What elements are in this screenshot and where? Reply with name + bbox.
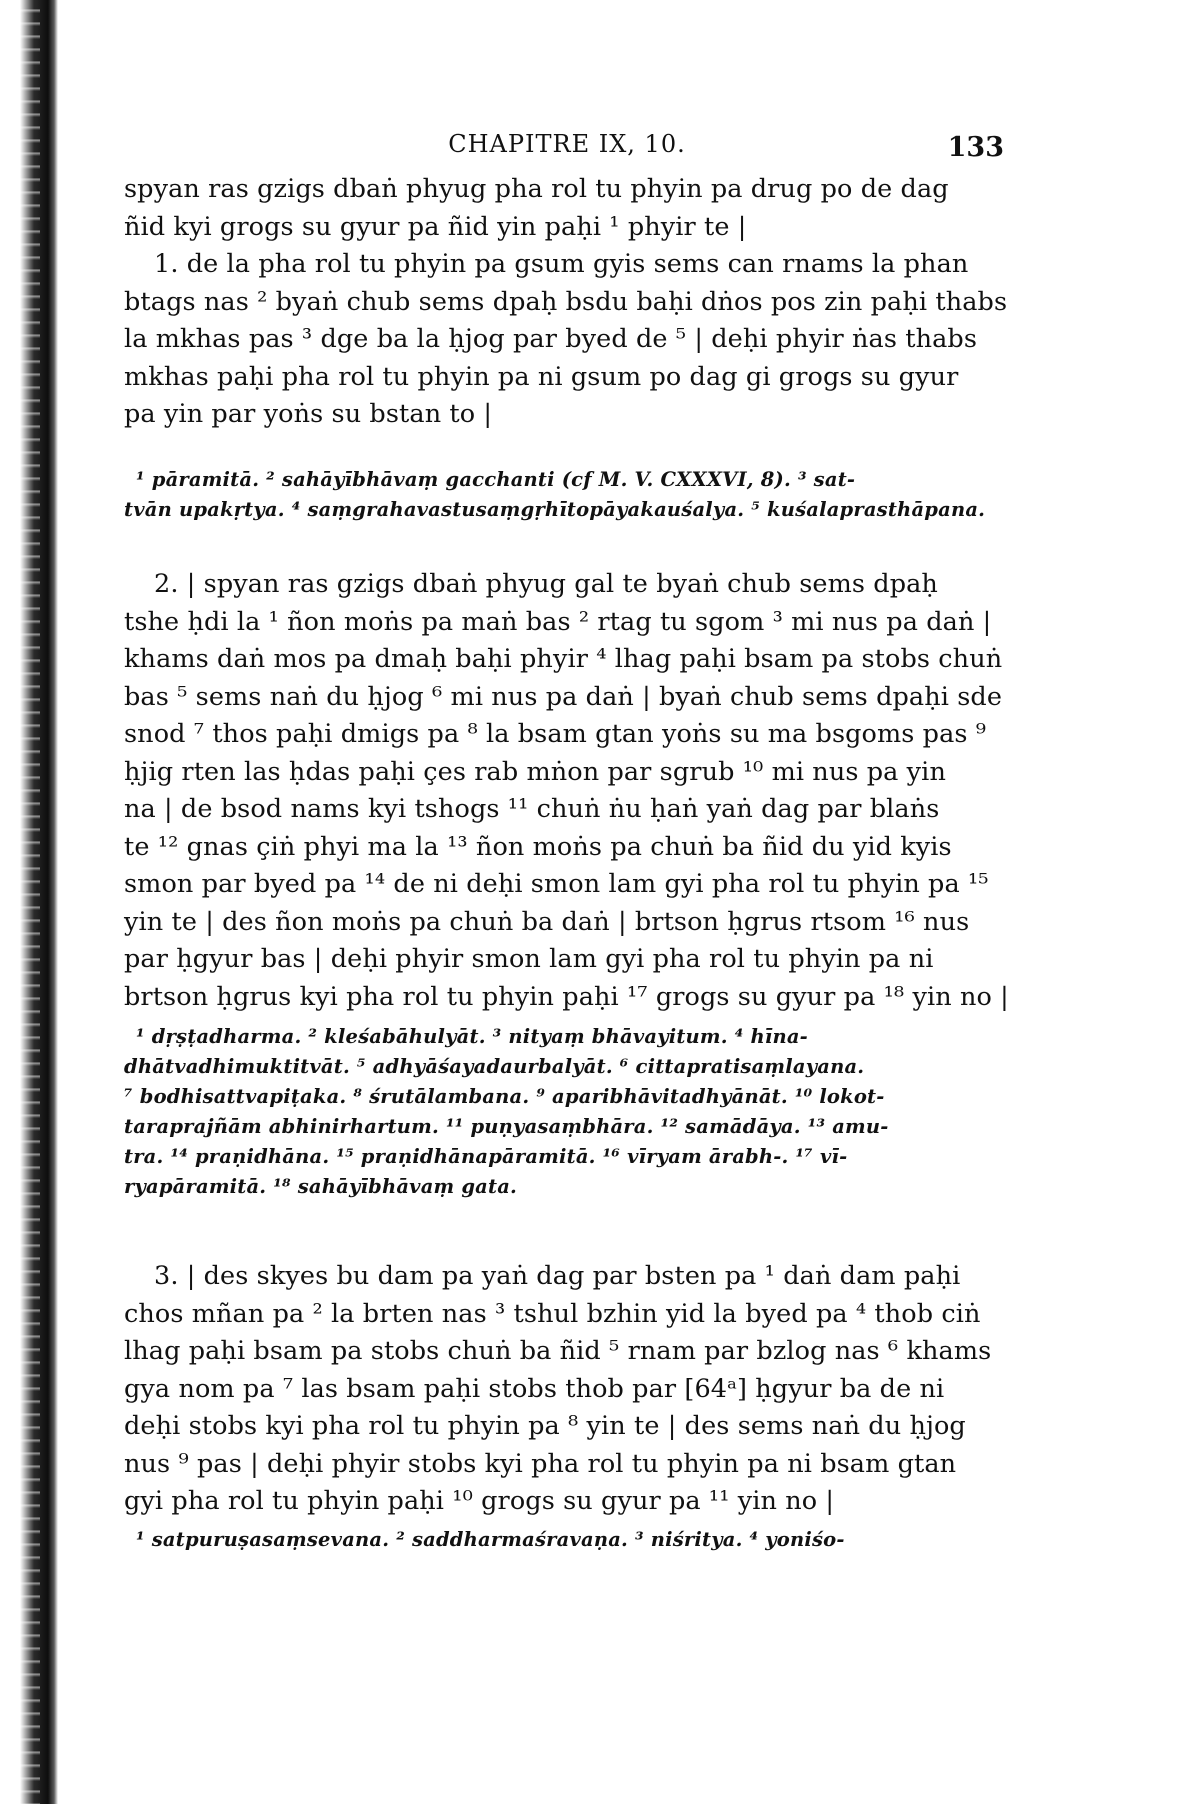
text-line: chos mñan pa ² la brten nas ³ tshul bzhin yid la byed pa ⁴ thob ciṅ (124, 1298, 981, 1329)
footnote-line: taraprajñām abhinirhartum. ¹¹ puṇyasaṃbhāra. ¹² samādāya. ¹³ amu- (124, 1115, 889, 1138)
text-line: snod ⁷ thos paḥi dmigs pa ⁸ la bsam gtan yoṅs su ma bsgoms pas ⁹ (124, 719, 987, 749)
text-line: mkhas paḥi pha rol tu phyin pa ni gsum po dag gi grogs su gyur (124, 361, 959, 392)
text-line: smon par byed pa ¹⁴ de ni deḥi smon lam gyi pha rol tu phyin pa ¹⁵ (124, 869, 989, 899)
text-line: ḥjig rten las ḥdas paḥi çes rab mṅon par sgrub ¹⁰ mi nus pa yin (124, 756, 946, 787)
text-line: gyi pha rol tu phyin paḥi ¹⁰ grogs su gyur pa ¹¹ yin no | (124, 1486, 835, 1516)
intro-and-paragraph-1 (124, 171, 1010, 434)
footnote-line: ¹ dṛṣṭadharma. ² kleśabāhulyāt. ³ nityaṃ bhāvayitum. ⁴ hīna- (136, 1025, 808, 1048)
running-head: CHAPITRE IX, 10. (448, 130, 686, 158)
text-line: deḥi stobs kyi pha rol tu phyin pa ⁸ yin te | des sems naṅ du ḥjog (124, 1411, 966, 1441)
scan-binding-edge (0, 0, 58, 1804)
text-line: 1. de la pha rol tu phyin pa gsum gyis sems can rnams la phan (154, 249, 969, 279)
footnotes-paragraph-1 (124, 465, 1010, 525)
paragraph-2 (124, 566, 1010, 1016)
text-line: brtson ḥgrus kyi pha rol tu phyin paḥi ¹⁷ grogs su gyur pa ¹⁸ yin no | (124, 981, 1009, 1012)
footnote-line: tvān upakṛtya. ⁴ saṃgrahavastusaṃgṛhītopāyakauśalya. ⁵ kuśalaprasthāpana. (124, 498, 986, 521)
footnote-line: ¹ pāramitā. ² sahāyībhāvaṃ gacchanti (cf M. V. CXXXVI, 8). ³ sat- (136, 468, 856, 491)
text-line: tshe ḥdi la ¹ ñon moṅs pa maṅ bas ² rtag tu sgom ³ mi nus pa daṅ | (124, 606, 992, 637)
text-line: pa yin par yoṅs su bstan to | (124, 399, 493, 429)
paragraph-3 (124, 1258, 1010, 1521)
text-line: lhag paḥi bsam pa stobs chuṅ ba ñid ⁵ rnam par bzlog nas ⁶ khams (124, 1336, 992, 1366)
text-line: 3. | des skyes bu dam pa yaṅ dag par bsten pa ¹ daṅ dam paḥi (154, 1261, 961, 1291)
footnotes-paragraph-2 (124, 1022, 1010, 1202)
text-line: yin te | des ñon moṅs pa chuṅ ba daṅ | brtson ḥgrus rtsom ¹⁶ nus (124, 906, 970, 937)
footnotes-paragraph-3 (124, 1525, 1010, 1555)
text-line: spyan ras gzigs dbaṅ phyug pha rol tu phyin pa drug po de dag (124, 174, 949, 204)
text-line: bas ⁵ sems naṅ du ḥjog ⁶ mi nus pa daṅ | byaṅ chub sems dpaḥi sde (124, 681, 1003, 712)
text-line: te ¹² gnas çiṅ phyi ma la ¹³ ñon moṅs pa chuṅ ba ñid du yid kyis (124, 831, 952, 862)
footnote-line: ryapāramitā. ¹⁸ sahāyībhāvaṃ gata. (124, 1175, 518, 1198)
footnote-line: dhātvadhimuktitvāt. ⁵ adhyāśayadaurbalyāt. ⁶ cittapratisaṃlayana. (124, 1055, 865, 1078)
text-line: na | de bsod nams kyi tshogs ¹¹ chuṅ ṅu ḥaṅ yaṅ dag par blaṅs (124, 794, 940, 824)
footnote-line: ¹ satpuruṣasaṃsevana. ² saddharmaśravaṇa. ³ niśritya. ⁴ yoniśo- (136, 1528, 845, 1551)
text-line: la mkhas pas ³ dge ba la ḥjog par byed de ⁵ | deḥi phyir ṅas thabs (124, 324, 978, 354)
text-line: 2. | spyan ras gzigs dbaṅ phyug gal te byaṅ chub sems dpaḥ (154, 569, 938, 599)
footnote-line: tra. ¹⁴ praṇidhāna. ¹⁵ praṇidhānapāramitā. ¹⁶ vīryam ārabh-. ¹⁷ vī- (124, 1145, 848, 1168)
footnote-line: ⁷ bodhisattvapiṭaka. ⁸ śrutālambana. ⁹ aparibhāvitadhyānāt. ¹⁰ lokot- (124, 1085, 885, 1108)
text-line: par ḥgyur bas | deḥi phyir smon lam gyi pha rol tu phyin pa ni (124, 944, 934, 974)
text-line: khams daṅ mos pa dmaḥ baḥi phyir ⁴ lhag paḥi bsam pa stobs chuṅ (124, 644, 1003, 674)
text-line: nus ⁹ pas | deḥi phyir stobs kyi pha rol tu phyin pa ni bsam gtan (124, 1448, 957, 1479)
page-header (124, 130, 1010, 170)
page-number: 133 (947, 132, 1004, 163)
text-line: btags nas ² byaṅ chub sems dpaḥ bsdu baḥi dṅos pos zin paḥi thabs (124, 286, 1008, 317)
text-line: gya nom pa ⁷ las bsam paḥi stobs thob par [64ᵃ] ḥgyur ba de ni (124, 1373, 945, 1404)
text-line: ñid kyi grogs su gyur pa ñid yin paḥi ¹ phyir te | (124, 211, 747, 242)
